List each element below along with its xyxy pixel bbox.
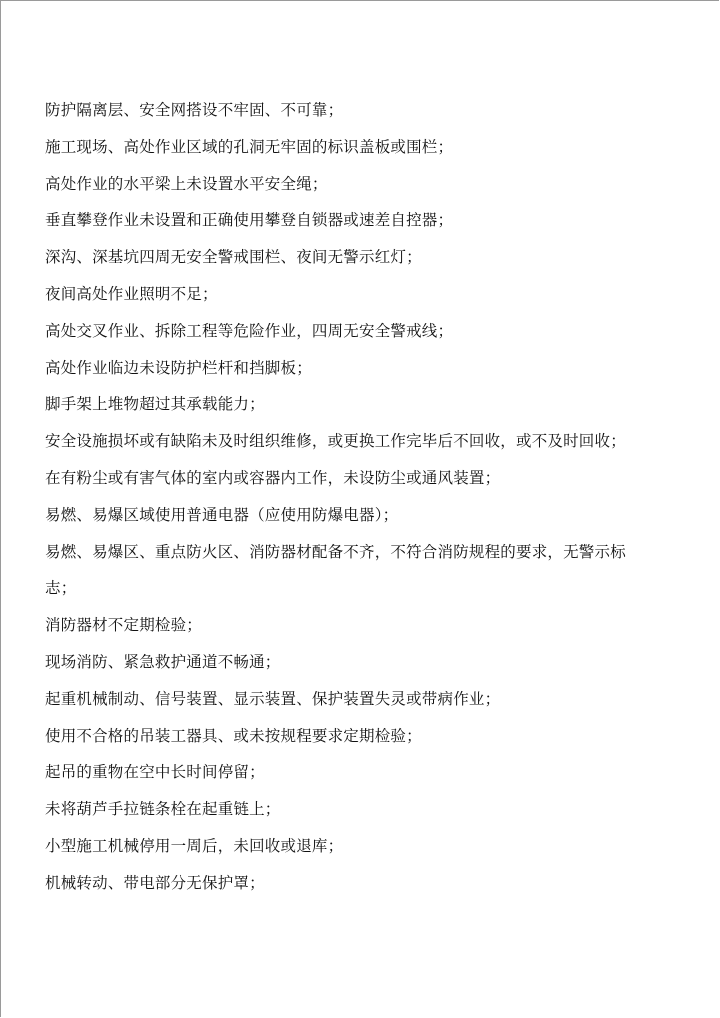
text-line: 防护隔离层、安全网搭设不牢固、不可靠；: [45, 101, 344, 119]
text-line: 夜间高处作业照明不足；: [45, 284, 218, 303]
text-line: 未将葫芦手拉链条栓在起重链上；: [45, 800, 281, 819]
document-body: [45, 92, 675, 902]
text-line: 脚手架上堆物超过其承载能力；: [45, 395, 265, 414]
text-line: 易燃、易爆区域使用普通电器（应使用防爆电器）；: [45, 505, 399, 524]
text-line: 高处作业的水平梁上未设置水平安全绳；: [45, 174, 328, 193]
text-line: 使用不合格的吊装工器具、或未按规程要求定期检验；: [45, 726, 422, 745]
text-line: 易燃、易爆区、重点防火区、消防器材配备不齐，不符合消防规程的要求，无警示标: [45, 542, 626, 561]
text-line: 起重机械制动、信号装置、显示装置、保护装置失灵或带病作业；: [45, 689, 501, 708]
text-line: 在有粉尘或有害气体的室内或容器内工作，未设防尘或通风装置；: [45, 468, 501, 487]
text-line: 施工现场、高处作业区域的孔洞无牢固的标识盖板或围栏；: [45, 137, 454, 156]
text-line: 高处交叉作业、拆除工程等危险作业，四周无安全警戒线；: [45, 321, 454, 340]
text-line: 现场消防、紧急救护通道不畅通；: [45, 652, 281, 671]
text-line: 起吊的重物在空中长时间停留；: [45, 763, 265, 782]
text-line: 消防器材不定期检验；: [45, 616, 203, 635]
text-line: 垂直攀登作业未设置和正确使用攀登自锁器或速差自控器；: [45, 211, 454, 230]
text-line: 志；: [45, 579, 77, 598]
text-line: 小型施工机械停用一周后，未回收或退库；: [45, 836, 344, 855]
text-line: 深沟、深基坑四周无安全警戒围栏、夜间无警示红灯；: [45, 248, 422, 267]
text-line: 安全设施损坏或有缺陷未及时组织维修，或更换工作完毕后不回收，或不及时回收；: [45, 432, 626, 451]
text-line: 高处作业临边未设防护栏杆和挡脚板；: [45, 358, 312, 377]
text-line: 机械转动、带电部分无保护罩；: [45, 873, 265, 892]
